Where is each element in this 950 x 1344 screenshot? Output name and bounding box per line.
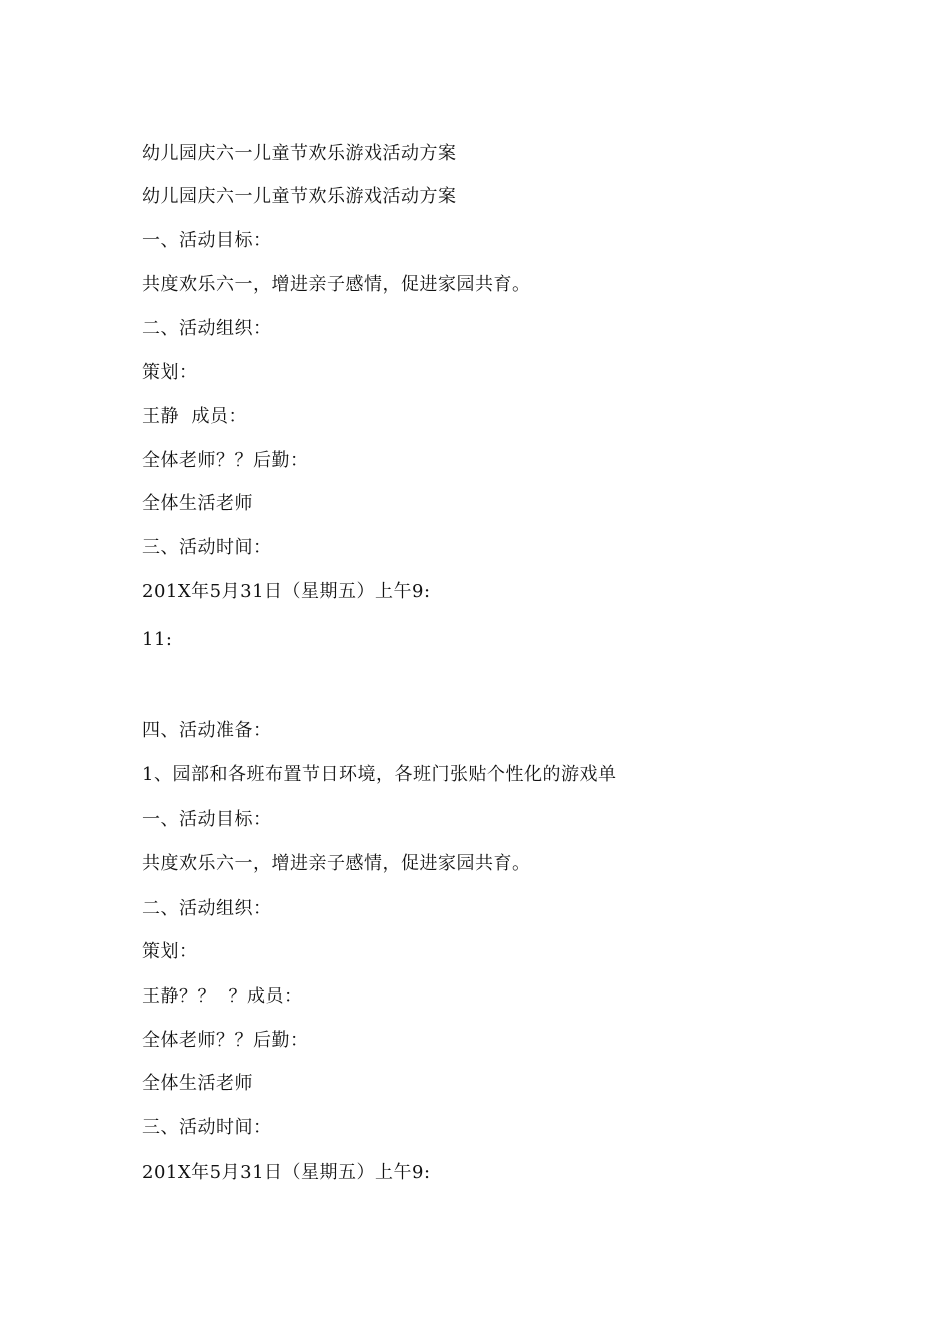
planning-label: 策划： [142, 362, 198, 383]
teachers-logistics-repeat: 全体老师？？后勤： [142, 1030, 309, 1051]
document-subtitle: 幼儿园庆六一儿童节欢乐游戏活动方案 [142, 186, 457, 207]
document-title: 幼儿园庆六一儿童节欢乐游戏活动方案 [142, 143, 457, 164]
planner-members: 王静 成员： [142, 406, 247, 427]
goal-text: 共度欢乐六一，增进亲子感情，促进家园共育。 [142, 274, 531, 295]
section-heading-preparation: 四、活动准备： [142, 720, 272, 741]
event-time-end: 11: [142, 629, 173, 650]
section-heading-time-repeat: 三、活动时间： [142, 1117, 272, 1138]
section-heading-goal: 一、活动目标： [142, 230, 272, 251]
planner-members-repeat: 王静？？ ？成员： [142, 986, 303, 1007]
section-heading-goal-repeat: 一、活动目标： [142, 809, 272, 830]
teachers-logistics: 全体老师？？后勤： [142, 450, 309, 471]
planning-label-repeat: 策划： [142, 941, 198, 962]
section-heading-time: 三、活动时间： [142, 537, 272, 558]
goal-text-repeat: 共度欢乐六一，增进亲子感情，促进家园共育。 [142, 853, 531, 874]
logistics-staff-repeat: 全体生活老师 [142, 1073, 253, 1094]
preparation-item-1: 1、园部和各班布置节日环境，各班门张贴个性化的游戏单 [142, 764, 617, 785]
event-date: 201X年5月31日（星期五）上午9: [142, 581, 431, 602]
section-heading-organization: 二、活动组织： [142, 318, 272, 339]
section-heading-organization-repeat: 二、活动组织： [142, 898, 272, 919]
event-date-repeat: 201X年5月31日（星期五）上午9: [142, 1162, 431, 1183]
logistics-staff: 全体生活老师 [142, 493, 253, 514]
